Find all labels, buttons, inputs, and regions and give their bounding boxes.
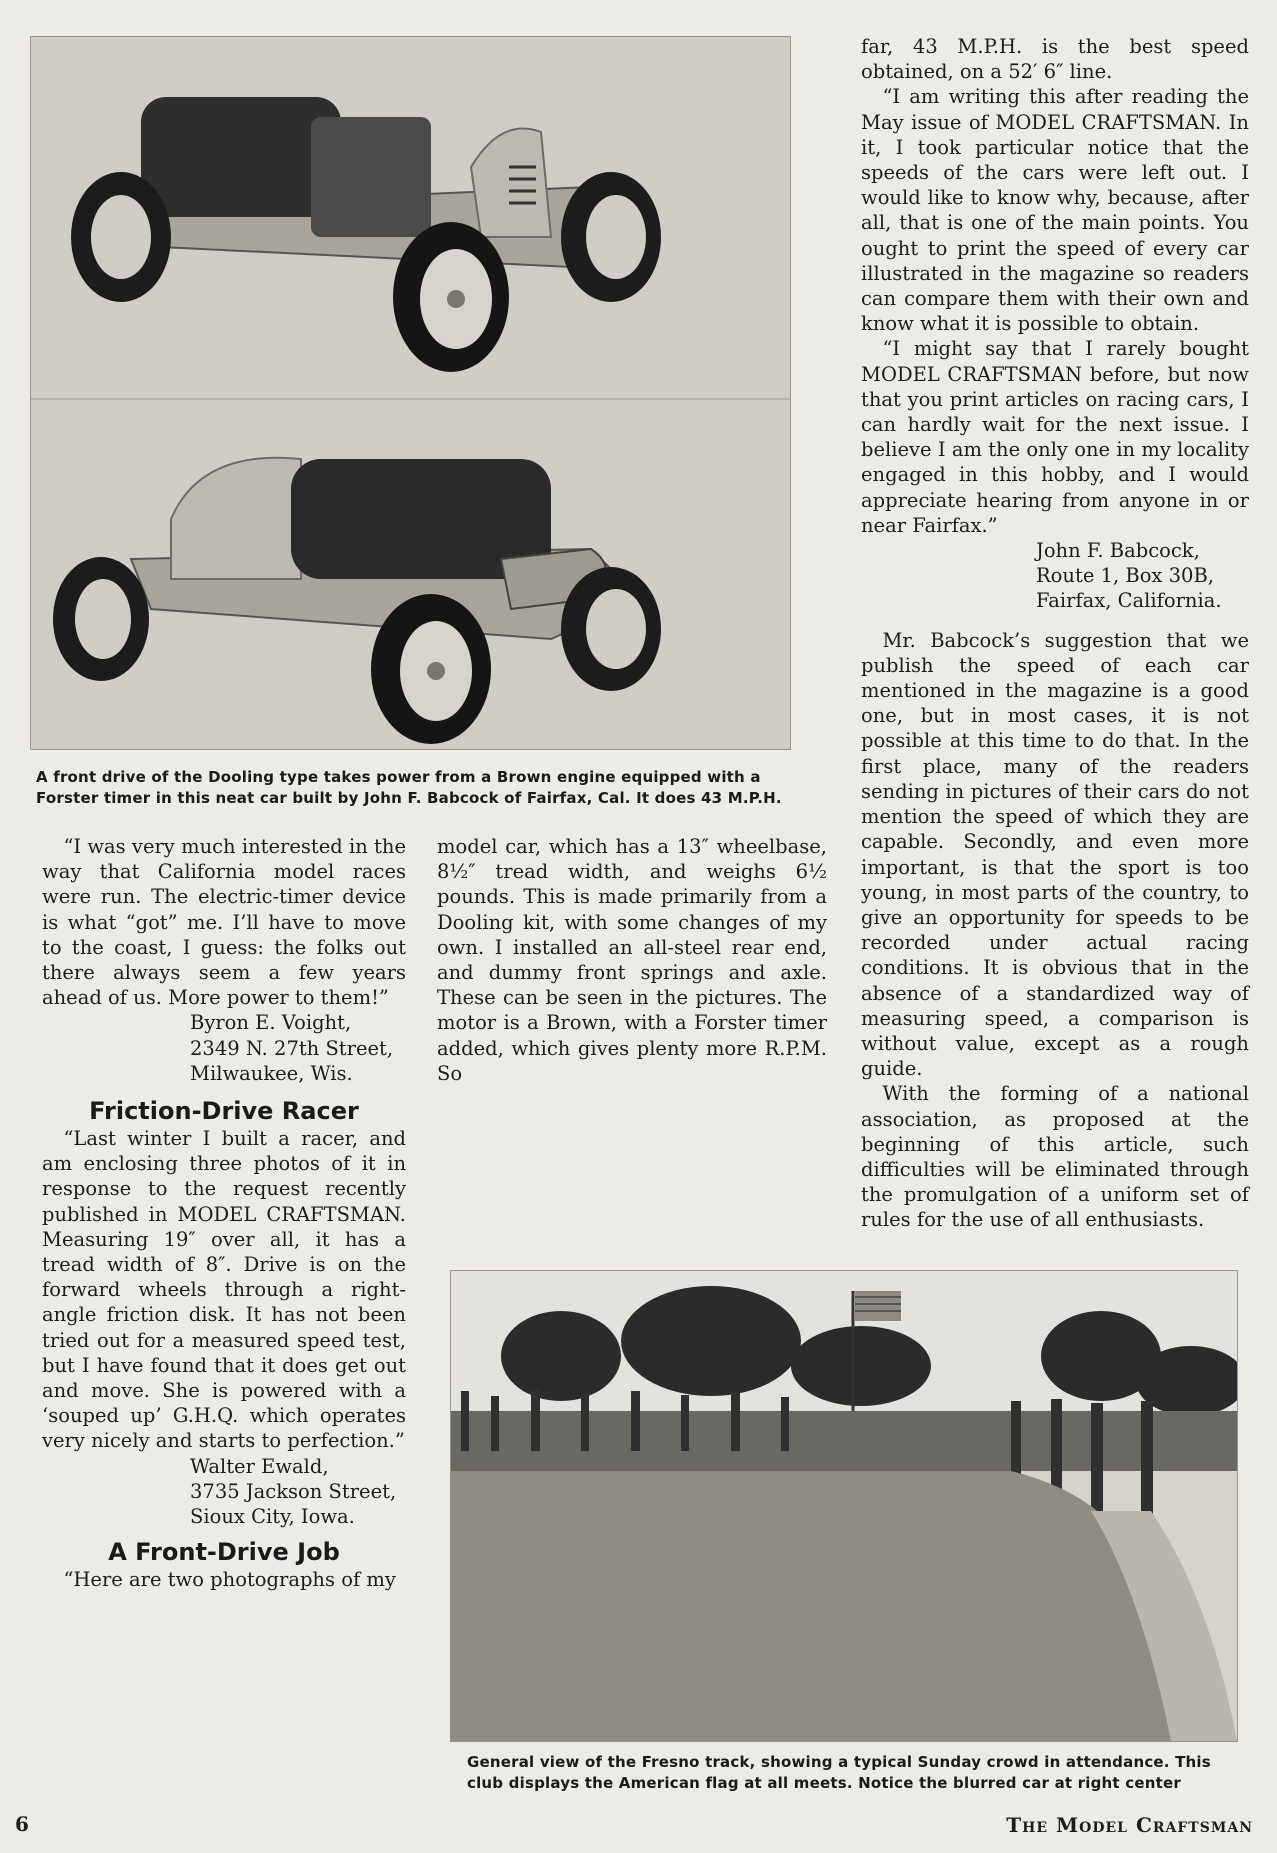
- ewald-signature: Walter Ewald, 3735 Jackson Street, Sioux City, Iowa.: [190, 1454, 397, 1529]
- friction-drive-heading: Friction-Drive Racer: [89, 1097, 359, 1126]
- right-paragraph-1: far, 43 M.P.H. is the best speed obtained, on a 52′ 6″ line.: [861, 35, 1249, 84]
- top-photo-caption: A front drive of the Dooling type takes power from a Brown engine equipped with a Forster timer in this neat car built by John F. Babcock of Fairfax, Cal. It does 43 M.P.H.: [36, 768, 782, 807]
- race-car-photo-illustration: [31, 37, 790, 749]
- bottom-photo-caption: General view of the Fresno track, showing a typical Sunday crowd in attendance. This club displays the American flag at all meets. Notice the blurred car at right center: [467, 1753, 1211, 1792]
- middle-paragraph: model car, which has a 13″ wheelbase, 8½″ tread width, and weighs 6½ pounds. This is made primarily from a Dooling kit, with some changes of my own. I installed an all-steel rear end, and dummy front springs and axle. These can be seen in the pictures. The motor is a Brown, with a Forster timer added, which gives plenty more R.P.M. So: [437, 835, 827, 1085]
- fresno-track-photo: [450, 1270, 1238, 1742]
- page-number: 6: [15, 1812, 29, 1836]
- friction-paragraph: “Last winter I built a racer, and am enclosing three photos of it in response to the request recently published in MODEL CRAFTSMAN. Measuring 19″ over all, it has a tread width of 8″. Drive is on the forward wheels through a right-angle friction disk. It has not been tried out for a measured speed test, but I have found that it does get out and move. She is powered with a ‘souped up’ G.H.Q. which operates very nicely and starts to perfection.”: [42, 1127, 406, 1453]
- right-column: [861, 34, 1249, 1233]
- right-paragraph-2: “I am writing this after reading the May issue of MODEL CRAFTSMAN. In it, I took particular notice that the speeds of the cars were left out. I would like to know why, because, after all, that is one of the main points. You ought to print the speed of every car illustrated in the magazine so readers can compare them with their own and know what it is possible to obtain.: [861, 85, 1249, 336]
- car-photo-top: [30, 36, 791, 750]
- babcock-signature: John F. Babcock, Route 1, Box 30B, Fairfax, California.: [1036, 539, 1222, 613]
- track-crowd-illustration: [451, 1271, 1237, 1741]
- front-drive-paragraph: “Here are two photographs of my: [63, 1568, 396, 1592]
- editor-paragraph-2: With the forming of a national association, as proposed at the beginning of this article, such difficulties will be eliminated through the promulgation of a uniform set of rules for the use of all enthusiasts.: [861, 1082, 1249, 1232]
- editor-paragraph-1: Mr. Babcock’s suggestion that we publish the speed of each car mentioned in the magazine is a good one, but in most cases, it is not possible at this time to do that. In the first place, many of the readers sending in pictures of their cars do not mention the speed of which they are capable. Secondly, and even more important, is that the sport is too young, in most parts of the country, to give an opportunity for speeds to be recorded under actual racing conditions. It is obvious that in the absence of a standardized way of measuring speed, a comparison is without value, except as a rough guide.: [861, 628, 1249, 1081]
- middle-column: [437, 834, 827, 1086]
- voight-paragraph: “I was very much interested in the way that California model races were run. The electric-timer device is what “got” me. I’ll have to move to the coast, I guess: the folks out there always seem a few years ahead of us. More power to them!”: [42, 835, 406, 1010]
- right-paragraph-3: “I might say that I rarely bought MODEL CRAFTSMAN before, but now that you print articles on racing cars, I can hardly wait for the next issue. I believe I am the only one in my locality engaged in this hobby, and I would appreciate hearing from anyone in or near Fairfax.”: [861, 337, 1249, 537]
- front-drive-heading: A Front-Drive Job: [108, 1538, 340, 1567]
- left-column: [42, 834, 406, 1592]
- voight-signature: Byron E. Voight, 2349 N. 27th Street, Milwaukee, Wis.: [190, 1011, 394, 1085]
- magazine-name: The Model Craftsman: [1006, 1813, 1253, 1837]
